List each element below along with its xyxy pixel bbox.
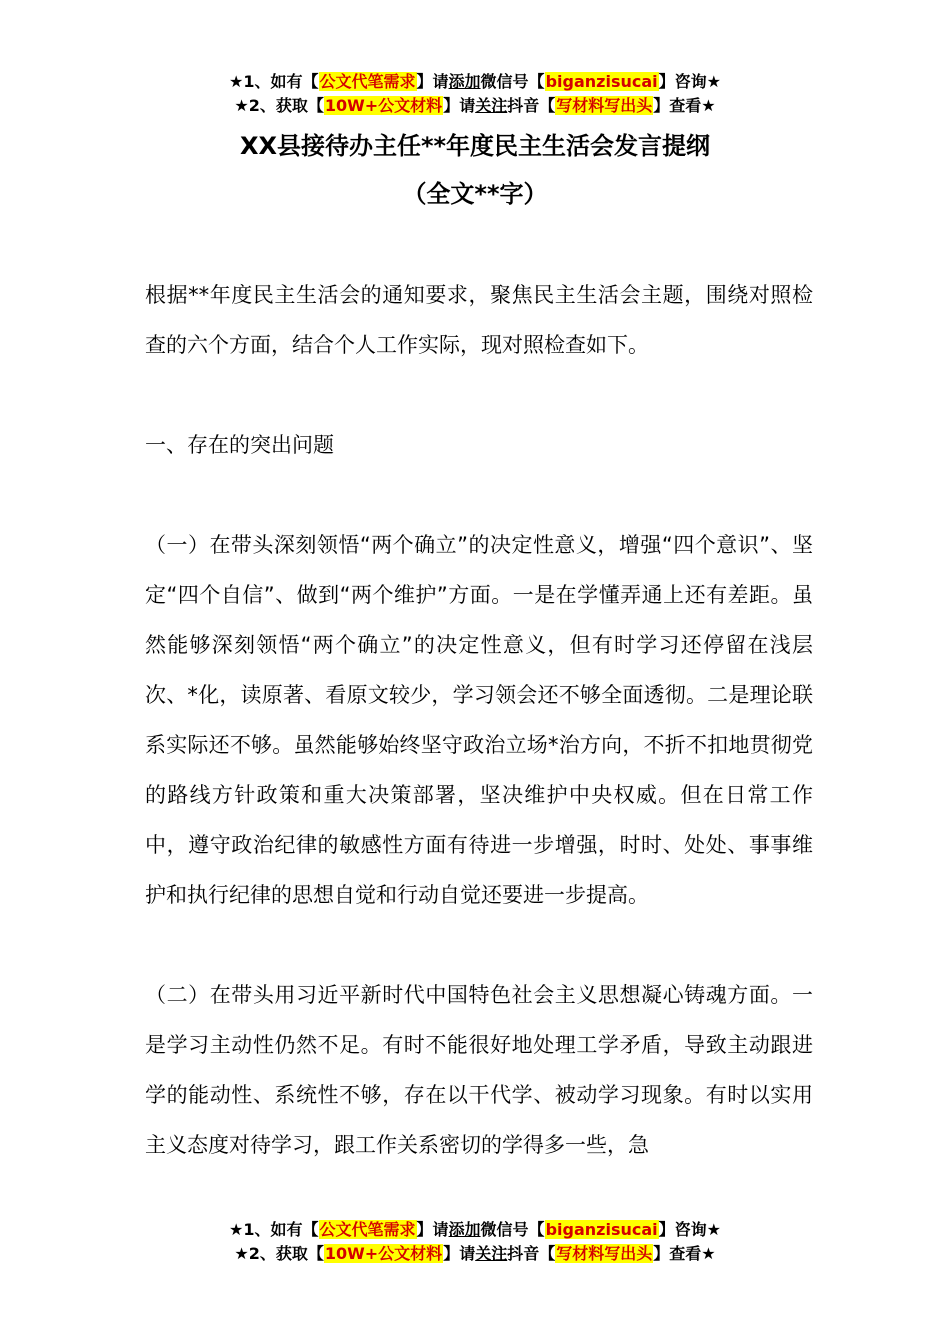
promo-text: 抖音【 [507, 96, 556, 115]
section-heading: 一、存在的突出问题 [145, 433, 334, 457]
top-promo-banner [0, 70, 950, 118]
promo-highlight: biganzisucai [545, 1220, 658, 1239]
promo-line-1 [0, 70, 950, 94]
promo-text: 】咨询★ [658, 1220, 721, 1239]
promo-text: 微信号【 [480, 1220, 545, 1239]
document-body [145, 270, 813, 1170]
bottom-promo-banner [0, 1218, 950, 1266]
promo-highlight: 10W+公文材料 [324, 96, 443, 115]
promo-text: 】咨询★ [658, 72, 721, 91]
document-title: XX县接待办主任**年度民主生活会发言提纲 [239, 132, 711, 160]
promo-text: 】查看★ [653, 96, 716, 115]
promo-text: 抖音【 [507, 1244, 556, 1263]
promo-highlight: 公文代笔需求 [319, 72, 416, 91]
promo-line-2 [0, 94, 950, 118]
intro-paragraph: 根据**年度民主生活会的通知要求，聚焦民主生活会主题，围绕对照检查的六个方面，结合个人工作实际，现对照检查如下。 [145, 283, 813, 357]
promo-underlined: 关注 [475, 1244, 508, 1263]
promo-highlight: biganzisucai [545, 72, 658, 91]
promo-highlight: 10W+公文材料 [324, 1244, 443, 1263]
promo-highlight: 公文代笔需求 [319, 1220, 416, 1239]
promo-text: ★2、获取【 [234, 96, 324, 115]
body-paragraph-1: （一）在带头深刻领悟“两个确立”的决定性意义，增强“四个意识”、坚定“四个自信”、做到“两个维护”方面。一是在学懂弄通上还有差距。虽然能够深刻领悟“两个确立”的决定性意义，但有时学习还停留在浅层次、*化，读原著、看原文较少，学习领会还不够全面透彻。二是理论联系实际还不够。虽然能够始终坚守政治立场*治方向，不折不扣地贯彻党的路线方针政策和重大决策部署，坚决维护中央权威。但在日常工作中，遵守政治纪律的敏感性方面有待进一步增强，时时、处处、事事维护和执行纪律的思想自觉和行动自觉还要进一步提高。 [145, 533, 813, 907]
paragraph-gap [145, 370, 813, 420]
promo-text: 】请 [416, 1220, 449, 1239]
promo-highlight: 写材料写出头 [556, 96, 653, 115]
promo-underlined: 添加 [448, 1220, 481, 1239]
body-paragraph-2: （二）在带头用习近平新时代中国特色社会主义思想凝心铸魂方面。一是学习主动性仍然不足。有时不能很好地处理工学矛盾，导致主动跟进学的能动性、系统性不够，存在以干代学、被动学习现象。有时以实用主义态度对待学习，跟工作关系密切的学得多一些，急 [145, 983, 813, 1157]
promo-text: 】查看★ [653, 1244, 716, 1263]
promo-highlight: 写材料写出头 [556, 1244, 653, 1263]
promo-text: 】请 [416, 72, 449, 91]
promo-text: ★1、如有【 [229, 72, 319, 91]
promo-text: ★1、如有【 [229, 1220, 319, 1239]
promo-underlined: 关注 [475, 96, 508, 115]
document-subtitle: （全文**字） [402, 180, 548, 208]
promo-text: 】请 [443, 96, 476, 115]
promo-line-2 [0, 1242, 950, 1266]
paragraph-gap [145, 920, 813, 970]
promo-underlined: 添加 [448, 72, 481, 91]
promo-text: 】请 [443, 1244, 476, 1263]
promo-text: ★2、获取【 [234, 1244, 324, 1263]
promo-text: 微信号【 [480, 72, 545, 91]
promo-line-1 [0, 1218, 950, 1242]
paragraph-gap [145, 470, 813, 520]
